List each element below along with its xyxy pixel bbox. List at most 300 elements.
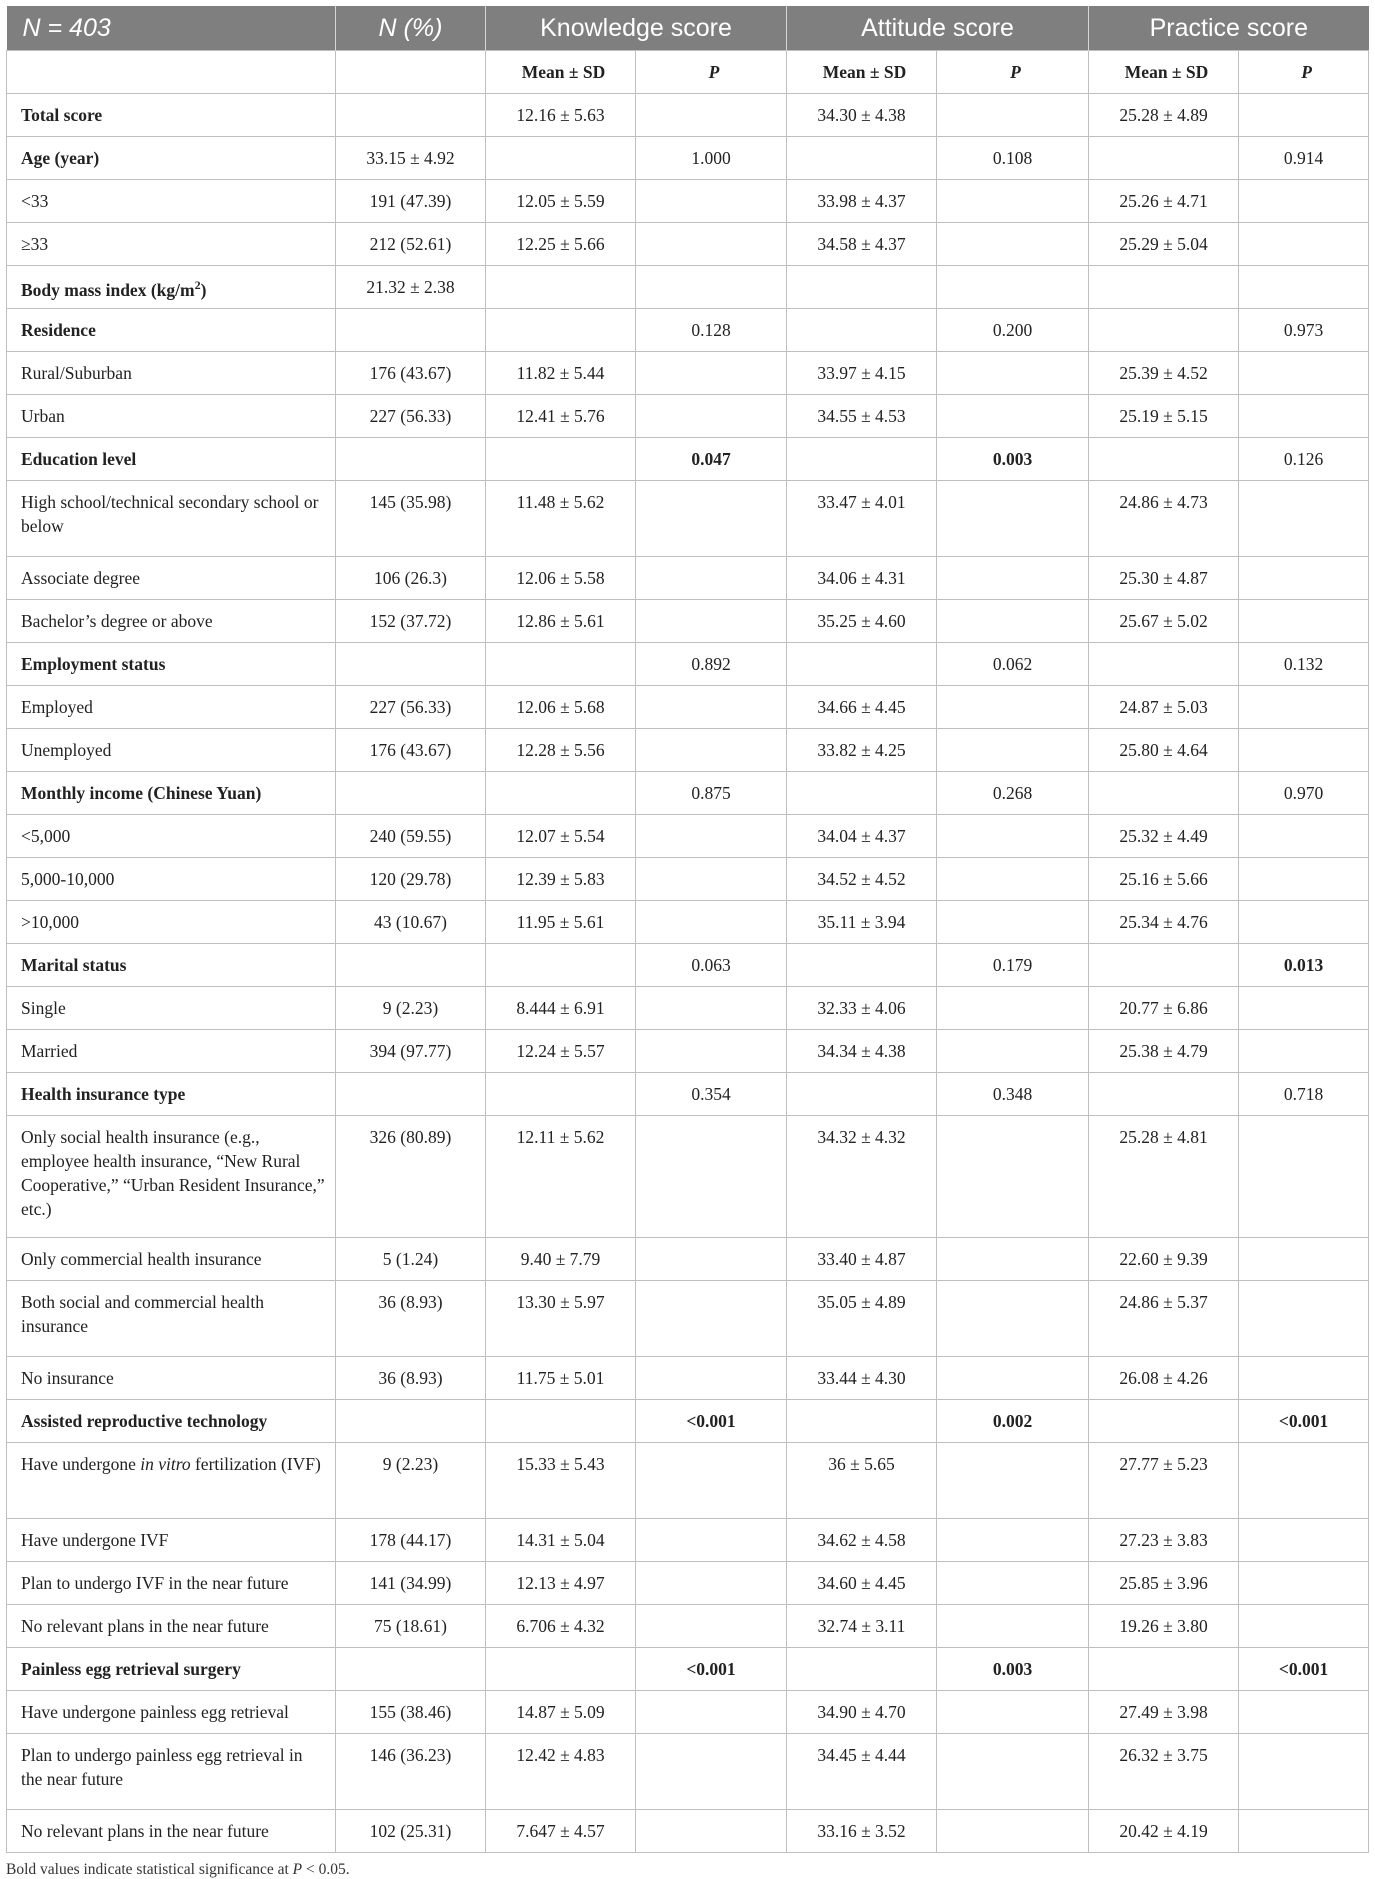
attitude-mean-cell: 33.16 ± 3.52: [787, 1810, 937, 1853]
row-label-text: ≥33: [21, 234, 49, 254]
attitude-mean-cell: [787, 1648, 937, 1691]
row-label-text: Both social and commercial health insurance: [21, 1292, 264, 1336]
n-percent-cell: [336, 309, 486, 352]
practice-mean-cell: [1089, 1648, 1239, 1691]
practice-mean-cell: [1089, 1400, 1239, 1443]
table-row: [7, 481, 1369, 557]
row-label-text: Education level: [21, 449, 137, 469]
attitude-mean-cell: 33.40 ± 4.87: [787, 1238, 937, 1281]
row-label-suffix: ): [200, 279, 207, 300]
row-label: [7, 1030, 336, 1073]
practice-p-cell: <0.001: [1239, 1648, 1369, 1691]
practice-mean-cell: 20.77 ± 6.86: [1089, 987, 1239, 1030]
attitude-mean-cell: 34.62 ± 4.58: [787, 1519, 937, 1562]
row-label: [7, 395, 336, 438]
n-percent-cell: 146 (36.23): [336, 1734, 486, 1810]
row-label-text: <5,000: [21, 826, 71, 846]
knowledge-p-cell: [636, 180, 787, 223]
attitude-mean-cell: 34.90 ± 4.70: [787, 1691, 937, 1734]
table-row: [7, 1691, 1369, 1734]
attitude-p-cell: 0.002: [937, 1400, 1089, 1443]
row-label-text: Have undergone painless egg retrieval: [21, 1702, 289, 1722]
attitude-p-cell: [937, 266, 1089, 309]
practice-mean-cell: 24.86 ± 4.73: [1089, 481, 1239, 557]
knowledge-mean-cell: 12.06 ± 5.58: [486, 557, 636, 600]
attitude-mean-cell: 34.45 ± 4.44: [787, 1734, 937, 1810]
practice-p-cell: [1239, 1519, 1369, 1562]
row-label-text: Total score: [21, 105, 103, 125]
table-row: [7, 180, 1369, 223]
knowledge-p-cell: 0.354: [636, 1073, 787, 1116]
row-label-text: High school/technical secondary school or below: [21, 492, 319, 536]
table-row: [7, 1562, 1369, 1605]
table-row: [7, 1519, 1369, 1562]
knowledge-mean-cell: 9.40 ± 7.79: [486, 1238, 636, 1281]
attitude-p-cell: [937, 1357, 1089, 1400]
practice-mean-cell: 25.29 ± 5.04: [1089, 223, 1239, 266]
table-footnote: [6, 1861, 1368, 1879]
attitude-p-cell: 0.348: [937, 1073, 1089, 1116]
row-label: [7, 1734, 336, 1810]
knowledge-p-cell: [636, 557, 787, 600]
knowledge-p-cell: [636, 94, 787, 137]
attitude-mean-cell: 34.30 ± 4.38: [787, 94, 937, 137]
attitude-p-cell: 0.179: [937, 944, 1089, 987]
table-row: [7, 1238, 1369, 1281]
subheader-p: P: [636, 51, 787, 94]
data-table: [6, 6, 1369, 1853]
header-attitude-score: Attitude score: [787, 6, 1089, 51]
practice-p-cell: 0.013: [1239, 944, 1369, 987]
knowledge-p-cell: [636, 815, 787, 858]
attitude-mean-cell: [787, 944, 937, 987]
row-label: [7, 1648, 336, 1691]
knowledge-p-cell: [636, 1030, 787, 1073]
section-row: [7, 137, 1369, 180]
attitude-p-cell: [937, 1443, 1089, 1519]
table-row: [7, 1357, 1369, 1400]
table-row: [7, 1605, 1369, 1648]
row-label-text: Residence: [21, 320, 96, 340]
attitude-p-cell: [937, 1281, 1089, 1357]
table-row: [7, 557, 1369, 600]
knowledge-mean-cell: [486, 309, 636, 352]
section-row: [7, 309, 1369, 352]
superscript: 2: [194, 277, 201, 292]
knowledge-p-cell: [636, 395, 787, 438]
practice-p-cell: 0.914: [1239, 137, 1369, 180]
subheader-p: P: [1239, 51, 1369, 94]
n-percent-cell: 75 (18.61): [336, 1605, 486, 1648]
row-label-text: Employment status: [21, 654, 166, 674]
row-label-text: No relevant plans in the near future: [21, 1616, 269, 1636]
n-percent-cell: 176 (43.67): [336, 352, 486, 395]
n-percent-cell: 227 (56.33): [336, 686, 486, 729]
knowledge-p-cell: [636, 481, 787, 557]
knowledge-p-cell: [636, 600, 787, 643]
n-percent-cell: 141 (34.99): [336, 1562, 486, 1605]
practice-p-cell: [1239, 266, 1369, 309]
practice-mean-cell: 27.23 ± 3.83: [1089, 1519, 1239, 1562]
knowledge-mean-cell: 14.31 ± 5.04: [486, 1519, 636, 1562]
row-label-text: No insurance: [21, 1368, 114, 1388]
section-row: [7, 1648, 1369, 1691]
practice-mean-cell: 25.28 ± 4.89: [1089, 94, 1239, 137]
attitude-p-cell: 0.003: [937, 1648, 1089, 1691]
knowledge-mean-cell: 13.30 ± 5.97: [486, 1281, 636, 1357]
practice-p-cell: [1239, 1281, 1369, 1357]
practice-p-cell: 0.132: [1239, 643, 1369, 686]
row-label-text: Monthly income (Chinese Yuan): [21, 783, 262, 803]
knowledge-mean-cell: [486, 1648, 636, 1691]
knowledge-mean-cell: 7.647 ± 4.57: [486, 1810, 636, 1853]
row-label-text: Body mass index (kg/m: [21, 279, 195, 300]
attitude-p-cell: [937, 1116, 1089, 1238]
row-label: [7, 557, 336, 600]
n-percent-cell: 21.32 ± 2.38: [336, 266, 486, 309]
attitude-mean-cell: 33.82 ± 4.25: [787, 729, 937, 772]
knowledge-mean-cell: [486, 643, 636, 686]
practice-p-cell: [1239, 600, 1369, 643]
knowledge-p-cell: [636, 266, 787, 309]
practice-mean-cell: 25.16 ± 5.66: [1089, 858, 1239, 901]
attitude-p-cell: [937, 1562, 1089, 1605]
knowledge-p-cell: 0.063: [636, 944, 787, 987]
practice-p-cell: [1239, 1810, 1369, 1853]
row-label-text: Only social health insurance (e.g., employee health insurance, “New Rural Cooperative,” “Urban Resident Insurance,” etc.): [21, 1127, 325, 1219]
header-sample-size: N = 403: [7, 6, 336, 51]
practice-p-cell: [1239, 1238, 1369, 1281]
knowledge-mean-cell: 11.48 ± 5.62: [486, 481, 636, 557]
row-label-text: Associate degree: [21, 568, 141, 588]
attitude-mean-cell: 34.04 ± 4.37: [787, 815, 937, 858]
practice-p-cell: [1239, 1030, 1369, 1073]
row-label-text: Painless egg retrieval surgery: [21, 1659, 241, 1679]
practice-p-cell: [1239, 815, 1369, 858]
practice-mean-cell: 26.08 ± 4.26: [1089, 1357, 1239, 1400]
row-label: [7, 1443, 336, 1519]
row-label: [7, 223, 336, 266]
section-row: [7, 1400, 1369, 1443]
knowledge-p-cell: [636, 729, 787, 772]
table-row: [7, 686, 1369, 729]
attitude-mean-cell: 34.52 ± 4.52: [787, 858, 937, 901]
table-body: [7, 51, 1369, 1853]
knowledge-p-cell: 0.892: [636, 643, 787, 686]
practice-mean-cell: [1089, 438, 1239, 481]
practice-mean-cell: 22.60 ± 9.39: [1089, 1238, 1239, 1281]
row-label: [7, 1073, 336, 1116]
section-row: [7, 266, 1369, 309]
practice-p-cell: [1239, 1562, 1369, 1605]
knowledge-mean-cell: [486, 772, 636, 815]
row-label: [7, 643, 336, 686]
attitude-mean-cell: [787, 772, 937, 815]
knowledge-p-cell: 0.875: [636, 772, 787, 815]
knowledge-mean-cell: 15.33 ± 5.43: [486, 1443, 636, 1519]
n-percent-cell: 9 (2.23): [336, 987, 486, 1030]
knowledge-mean-cell: 12.24 ± 5.57: [486, 1030, 636, 1073]
practice-mean-cell: 25.19 ± 5.15: [1089, 395, 1239, 438]
knowledge-mean-cell: [486, 266, 636, 309]
practice-p-cell: [1239, 223, 1369, 266]
attitude-mean-cell: [787, 1400, 937, 1443]
footnote-text: Bold values indicate statistical significance at: [6, 1861, 293, 1878]
attitude-mean-cell: 36 ± 5.65: [787, 1443, 937, 1519]
practice-p-cell: [1239, 481, 1369, 557]
knowledge-mean-cell: 12.05 ± 5.59: [486, 180, 636, 223]
n-percent-cell: 43 (10.67): [336, 901, 486, 944]
attitude-mean-cell: 32.74 ± 3.11: [787, 1605, 937, 1648]
attitude-p-cell: [937, 557, 1089, 600]
knowledge-mean-cell: 11.82 ± 5.44: [486, 352, 636, 395]
knowledge-p-cell: [636, 1734, 787, 1810]
practice-mean-cell: 20.42 ± 4.19: [1089, 1810, 1239, 1853]
attitude-mean-cell: 34.60 ± 4.45: [787, 1562, 937, 1605]
table-row: [7, 1734, 1369, 1810]
attitude-p-cell: 0.003: [937, 438, 1089, 481]
n-percent-cell: 326 (80.89): [336, 1116, 486, 1238]
practice-p-cell: 0.973: [1239, 309, 1369, 352]
n-percent-cell: 155 (38.46): [336, 1691, 486, 1734]
knowledge-p-cell: [636, 1357, 787, 1400]
practice-p-cell: [1239, 1116, 1369, 1238]
row-label-italic: in vitro: [140, 1454, 191, 1474]
row-label-text: Bachelor’s degree or above: [21, 611, 213, 631]
practice-mean-cell: 27.77 ± 5.23: [1089, 1443, 1239, 1519]
attitude-mean-cell: 34.06 ± 4.31: [787, 557, 937, 600]
row-label-text: Urban: [21, 406, 65, 426]
practice-p-cell: [1239, 1691, 1369, 1734]
practice-mean-cell: 25.38 ± 4.79: [1089, 1030, 1239, 1073]
table-header: [7, 6, 1369, 51]
row-label: [7, 772, 336, 815]
row-label: [7, 901, 336, 944]
row-label: [7, 858, 336, 901]
row-label: [7, 1238, 336, 1281]
knowledge-p-cell: <0.001: [636, 1648, 787, 1691]
n-percent-cell: [336, 94, 486, 137]
n-percent-cell: 120 (29.78): [336, 858, 486, 901]
table-row: [7, 729, 1369, 772]
knowledge-p-cell: <0.001: [636, 1400, 787, 1443]
practice-mean-cell: [1089, 1073, 1239, 1116]
practice-mean-cell: [1089, 266, 1239, 309]
practice-mean-cell: 25.28 ± 4.81: [1089, 1116, 1239, 1238]
knowledge-mean-cell: [486, 1400, 636, 1443]
practice-p-cell: [1239, 987, 1369, 1030]
knowledge-mean-cell: 12.42 ± 4.83: [486, 1734, 636, 1810]
table-page: [6, 6, 1368, 1879]
attitude-mean-cell: 33.97 ± 4.15: [787, 352, 937, 395]
knowledge-mean-cell: [486, 944, 636, 987]
practice-mean-cell: 25.80 ± 4.64: [1089, 729, 1239, 772]
knowledge-mean-cell: [486, 438, 636, 481]
knowledge-mean-cell: 12.25 ± 5.66: [486, 223, 636, 266]
row-label: [7, 94, 336, 137]
practice-p-cell: [1239, 352, 1369, 395]
practice-mean-cell: [1089, 309, 1239, 352]
attitude-p-cell: [937, 1030, 1089, 1073]
practice-p-cell: [1239, 729, 1369, 772]
n-percent-cell: 36 (8.93): [336, 1357, 486, 1400]
practice-p-cell: [1239, 1357, 1369, 1400]
practice-mean-cell: 19.26 ± 3.80: [1089, 1605, 1239, 1648]
practice-p-cell: [1239, 686, 1369, 729]
attitude-p-cell: [937, 1810, 1089, 1853]
row-label: [7, 137, 336, 180]
row-label: [7, 987, 336, 1030]
row-label-text: <33: [21, 191, 49, 211]
knowledge-p-cell: [636, 352, 787, 395]
attitude-p-cell: [937, 1734, 1089, 1810]
attitude-p-cell: [937, 180, 1089, 223]
n-percent-cell: 145 (35.98): [336, 481, 486, 557]
practice-mean-cell: 25.67 ± 5.02: [1089, 600, 1239, 643]
practice-mean-cell: 25.34 ± 4.76: [1089, 901, 1239, 944]
knowledge-p-cell: [636, 686, 787, 729]
n-percent-cell: 394 (97.77): [336, 1030, 486, 1073]
row-label: [7, 1116, 336, 1238]
knowledge-p-cell: [636, 1519, 787, 1562]
practice-p-cell: 0.126: [1239, 438, 1369, 481]
knowledge-mean-cell: 14.87 ± 5.09: [486, 1691, 636, 1734]
attitude-mean-cell: [787, 137, 937, 180]
row-label-text: Plan to undergo IVF in the near future: [21, 1573, 289, 1593]
knowledge-mean-cell: 12.39 ± 5.83: [486, 858, 636, 901]
row-label: [7, 1400, 336, 1443]
attitude-p-cell: [937, 1519, 1089, 1562]
n-percent-cell: 227 (56.33): [336, 395, 486, 438]
row-label-text: Have undergone IVF: [21, 1530, 169, 1550]
attitude-p-cell: [937, 352, 1089, 395]
knowledge-p-cell: [636, 1562, 787, 1605]
attitude-p-cell: 0.200: [937, 309, 1089, 352]
attitude-mean-cell: [787, 309, 937, 352]
n-percent-cell: [336, 772, 486, 815]
section-row: [7, 643, 1369, 686]
knowledge-p-cell: [636, 1691, 787, 1734]
practice-mean-cell: 24.87 ± 5.03: [1089, 686, 1239, 729]
practice-mean-cell: [1089, 944, 1239, 987]
row-label: [7, 352, 336, 395]
knowledge-p-cell: [636, 901, 787, 944]
knowledge-p-cell: 0.047: [636, 438, 787, 481]
n-percent-cell: 191 (47.39): [336, 180, 486, 223]
row-label-text: Marital status: [21, 955, 127, 975]
row-label: [7, 1691, 336, 1734]
knowledge-p-cell: [636, 1605, 787, 1648]
knowledge-mean-cell: [486, 1073, 636, 1116]
knowledge-p-cell: 1.000: [636, 137, 787, 180]
practice-p-cell: [1239, 557, 1369, 600]
section-row: [7, 438, 1369, 481]
attitude-mean-cell: 34.55 ± 4.53: [787, 395, 937, 438]
n-percent-cell: 152 (37.72): [336, 600, 486, 643]
row-label-text: Married: [21, 1041, 78, 1061]
practice-p-cell: [1239, 901, 1369, 944]
subheader-mean-sd: Mean ± SD: [787, 51, 937, 94]
knowledge-p-cell: 0.128: [636, 309, 787, 352]
row-label: [7, 1810, 336, 1853]
row-label: [7, 729, 336, 772]
row-label: [7, 600, 336, 643]
table-row: [7, 901, 1369, 944]
row-label: [7, 180, 336, 223]
footnote-suffix: < 0.05.: [302, 1861, 350, 1878]
knowledge-mean-cell: 12.07 ± 5.54: [486, 815, 636, 858]
table-row: [7, 352, 1369, 395]
attitude-mean-cell: 34.66 ± 4.45: [787, 686, 937, 729]
practice-p-cell: [1239, 858, 1369, 901]
knowledge-mean-cell: 6.706 ± 4.32: [486, 1605, 636, 1648]
knowledge-p-cell: [636, 1443, 787, 1519]
knowledge-mean-cell: 12.41 ± 5.76: [486, 395, 636, 438]
row-label: [7, 1519, 336, 1562]
header-n-percent: N (%): [336, 6, 486, 51]
attitude-mean-cell: [787, 1073, 937, 1116]
n-percent-cell: 102 (25.31): [336, 1810, 486, 1853]
subheader-row: [7, 51, 1369, 94]
knowledge-p-cell: [636, 858, 787, 901]
row-label-text: 5,000-10,000: [21, 869, 115, 889]
row-label: [7, 1562, 336, 1605]
n-percent-cell: [336, 1400, 486, 1443]
knowledge-mean-cell: 12.16 ± 5.63: [486, 94, 636, 137]
subheader-mean-sd: Mean ± SD: [486, 51, 636, 94]
practice-p-cell: [1239, 1605, 1369, 1648]
knowledge-mean-cell: 8.444 ± 6.91: [486, 987, 636, 1030]
attitude-p-cell: [937, 223, 1089, 266]
row-label-text: Age (year): [21, 148, 100, 168]
n-percent-cell: 106 (26.3): [336, 557, 486, 600]
header-row: [7, 6, 1369, 51]
practice-mean-cell: [1089, 643, 1239, 686]
section-row: [7, 1073, 1369, 1116]
attitude-p-cell: [937, 481, 1089, 557]
practice-p-cell: 0.970: [1239, 772, 1369, 815]
attitude-p-cell: [937, 729, 1089, 772]
practice-mean-cell: 25.85 ± 3.96: [1089, 1562, 1239, 1605]
row-label: [7, 815, 336, 858]
knowledge-p-cell: [636, 987, 787, 1030]
knowledge-mean-cell: 12.86 ± 5.61: [486, 600, 636, 643]
attitude-mean-cell: 34.34 ± 4.38: [787, 1030, 937, 1073]
attitude-mean-cell: 33.47 ± 4.01: [787, 481, 937, 557]
practice-mean-cell: 27.49 ± 3.98: [1089, 1691, 1239, 1734]
section-row: [7, 772, 1369, 815]
practice-mean-cell: [1089, 137, 1239, 180]
knowledge-mean-cell: 11.95 ± 5.61: [486, 901, 636, 944]
knowledge-mean-cell: 12.28 ± 5.56: [486, 729, 636, 772]
subheader-mean-sd: Mean ± SD: [1089, 51, 1239, 94]
row-label: [7, 686, 336, 729]
row-label-text: Rural/Suburban: [21, 363, 132, 383]
attitude-mean-cell: 34.58 ± 4.37: [787, 223, 937, 266]
attitude-mean-cell: 35.25 ± 4.60: [787, 600, 937, 643]
n-percent-cell: [336, 944, 486, 987]
n-percent-cell: 33.15 ± 4.92: [336, 137, 486, 180]
row-label-text: Have undergone: [21, 1454, 141, 1474]
attitude-mean-cell: 35.05 ± 4.89: [787, 1281, 937, 1357]
attitude-mean-cell: 33.98 ± 4.37: [787, 180, 937, 223]
section-row: [7, 94, 1369, 137]
row-label: [7, 266, 336, 309]
knowledge-p-cell: [636, 1281, 787, 1357]
table-row: [7, 1030, 1369, 1073]
attitude-p-cell: [937, 94, 1089, 137]
n-percent-cell: 178 (44.17): [336, 1519, 486, 1562]
